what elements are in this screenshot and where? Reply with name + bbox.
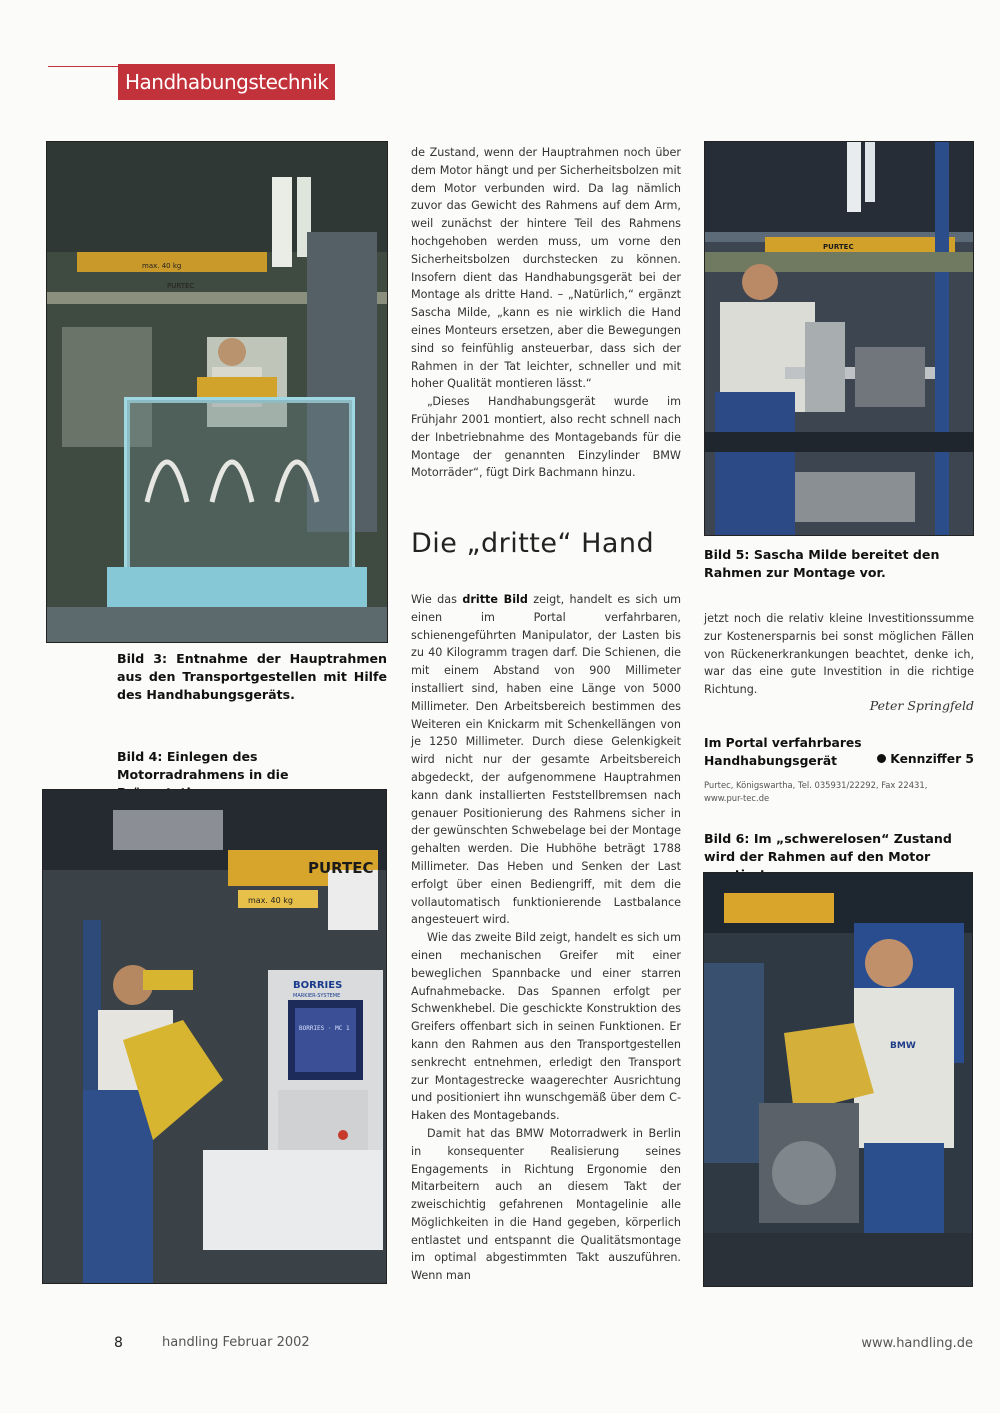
header-rule: [48, 66, 118, 67]
photo6-badge: BMW: [890, 1041, 916, 1051]
contact-line-1: Purtec, Königswartha, Tel. 035931/22292, Fax 22431,: [704, 780, 928, 790]
paragraph-3-start: Wie das: [411, 593, 463, 606]
website-link[interactable]: www.handling.de: [861, 1336, 973, 1351]
column3-text: [704, 610, 974, 699]
photo4-machine-brand: BORRIES: [293, 980, 343, 991]
column2-top: [411, 144, 681, 482]
kennziffer-label: Kennziffer 5: [890, 752, 974, 766]
photo-bild4: [42, 789, 387, 1284]
info-box-title: Im Portal verfahrbares Handhabungsgerät: [704, 736, 862, 768]
caption-bild4: Bild 4: Einlegen des Motorradrahmens in die: [117, 749, 289, 782]
photo-bild3: [46, 141, 388, 643]
paragraph-5: Damit hat das BMW Motorradwerk in Berlin in konsequenter Realisierung seines Engagements in Richtung Ergonomie den Mitarbeitern auch an diesem Takt der zweischichtig gefahrenen Montagelinie alle Möglichkeiten in die Hand gegeben, körperlich entlastet und entspannt die Qualitätsmontage im optimal abgestimmten Takt auszuführen. Wenn man: [411, 1126, 681, 1283]
section-tag: Handhabungstechnik: [118, 64, 335, 100]
author: Peter Springfeld: [869, 698, 974, 713]
caption-bild5: Bild 5: Sascha Milde bereitet den Rahmen zur Montage vor.: [704, 547, 940, 580]
contact-info: [704, 779, 974, 804]
paragraph-1: de Zustand, wenn der Hauptrahmen noch über dem Motor hängt und per Sicherheitsbolzen mit dem Motor verbunden wird. Da lag nämlich zuvor das Gewicht des Rahmens auf dem Arm, weil zunächst der hintere Teil des Rahmens hochgehoben werden muss, um vorne den Sicherheitsbolzen durchstecken zu können. Insofern dient das Handhabungsgerät bei der Montage als dritte Hand. – „Natürlich,“ ergänzt Sascha Milde, „kann es nie wirklich die Hand eines Monteurs ersetzen, aber die Bewegungen sind so feinfühlig ansteuerbar, dass sich der Rahmen in der Tat leichter, schneller und mit hoher Qualität montieren lässt.“: [411, 146, 681, 391]
photo-bild6: [703, 872, 973, 1287]
column2-bottom: [411, 591, 681, 1285]
photo-bild5: [704, 141, 974, 536]
contact-line-2: www.pur-tec.de: [704, 792, 770, 803]
photo5-brand: PURTEC: [823, 243, 854, 251]
paragraph-3: [411, 591, 681, 929]
photo4-brand: PURTEC: [308, 859, 374, 877]
section-heading: Die „dritte“ Hand: [411, 528, 655, 559]
paragraph-3-rest: zeigt, handelt es sich um einen im Portal verfahrbaren, schienengeführten Manipulator, der Lasten bis zu 40 Kilogramm tragen darf. Die Schienen, die mit einem Abstand von 900 Millimeter installiert sind, haben eine Länge von 5000 Millimeter. Den Arbeitsbereich bestimmen des Weiteren ein Knickarm mit Schenkellängen von je 1250 Millimeter. Durch diese Gelenkigkeit wird nicht nur der gesamte Arbeitsbereich abgedeckt, der aufgenommene Hauptrahmen kann dank installierten Feststellbremsen nach genauer Positionierung des Rahmens sicher in der gewünschten Schwebelage bei der Montage gehalten werden. Die Hubhöhe beträgt 1788 Millimeter. Das Heben und Senken der Last erfolgt über einen Bediengriff, mit dem die vollautomatisch funktionierende Lastbalance angesteuert wird.: [411, 593, 681, 927]
paragraph-3-bold: dritte Bild: [462, 593, 528, 606]
caption-bild6: Bild 6: Im „schwerelosen“ Zustand wird der Rahmen auf den Motor: [704, 831, 952, 864]
bullet-icon: [877, 754, 886, 763]
photo3-sign: max. 40 kg: [142, 262, 182, 270]
photo4-sign: max. 40 kg: [248, 896, 293, 905]
photo4-machine-sub: MARKIER-SYSTEME: [293, 993, 341, 999]
paragraph-2: „Dieses Handhabungsgerät wurde im Frühjahr 2001 montiert, also recht schnell nach der Inbetriebnahme des Montagebands für die Montage der genannten Einzylinder BMW Motorräder“, fügt Dirk Bachmann hinzu.: [411, 395, 681, 480]
paragraph-4: Wie das zweite Bild zeigt, handelt es sich um einen mechanischen Greifer mit einer beweglichen Spannbacke und einer starren Aufnahmebacke. Das Spannen erfolgt per Schwenkhebel. Die geschickte Konstruktion des Greifers offenbart sich in seinen Funktionen. Er kann den Rahmen aus den Transportgestellen senkrecht entnehmen, erledigt den Transport zur Montagestrecke waagerechter Ausrichtung und positioniert ihn wunschgemäß über dem C-Haken des Montagebands.: [411, 931, 681, 1123]
photo3-brand: PURTEC: [167, 282, 195, 290]
caption-bild3: Bild 3: Entnahme der Hauptrahmen aus den Transportgestellen mit Hilfe des Handhabungsgeräts.: [117, 651, 387, 702]
kennziffer: [704, 752, 974, 766]
photo4-screen: BORRIES · MC 1: [299, 1025, 350, 1032]
magazine-issue: handling Februar 2002: [162, 1335, 310, 1350]
page-number: 8: [114, 1335, 123, 1351]
paragraph-6: jetzt noch die relativ kleine Investitionssumme zur Kostenersparnis bei sonst möglichen Fällen von Rückenerkrankungen beachtet, denke ich, war das eine gute Investition in die richtige Richtung.: [704, 612, 974, 697]
